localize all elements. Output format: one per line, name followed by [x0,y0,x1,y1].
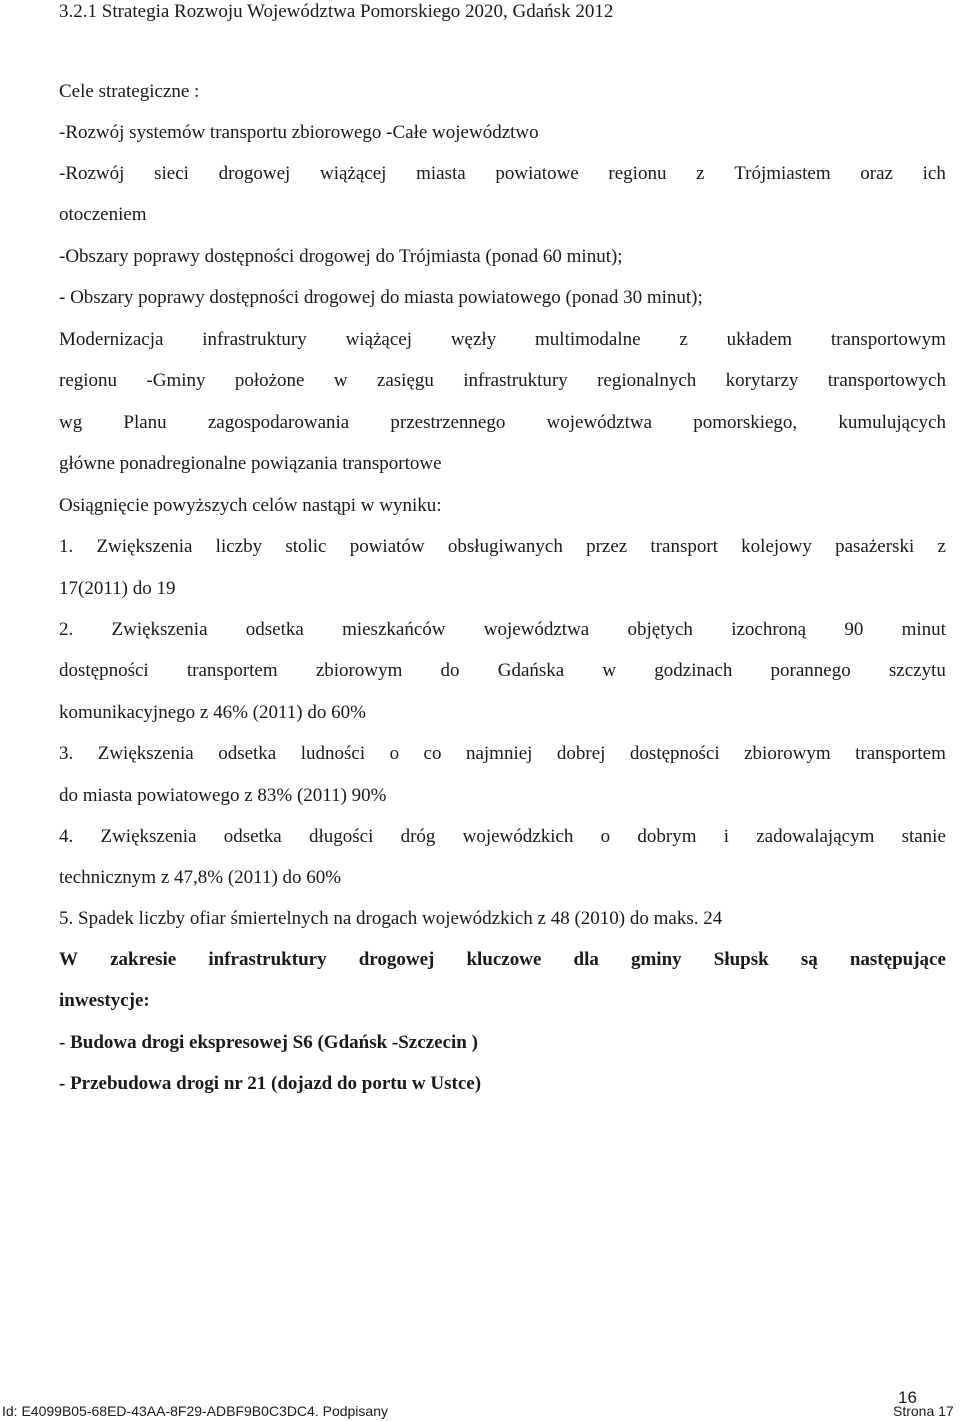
text-line: - Obszary poprawy dostępności drogowej do miasta powiatowego (ponad 30 minut); [59,287,703,308]
word: następujące [849,949,946,970]
word: transport [650,536,718,557]
word: dobrej [556,743,606,764]
word: województwa [483,619,590,640]
word: Zwiększenia [97,743,194,764]
text-line [59,618,946,642]
word: Zwiększenia [100,826,197,847]
word: z [679,329,688,350]
word: wg [59,412,83,433]
word: regionu [59,370,118,391]
text-line [59,535,946,559]
text-line-bold: inwestycje: [59,990,150,1011]
word: zbiorowym [744,743,831,764]
word: regionalnych [597,370,697,391]
word: dla [573,949,599,970]
word: zagospodarowania [207,412,350,433]
word: zasięgu [376,370,434,391]
word: i [723,826,729,847]
word: Zwiększenia [111,619,208,640]
word: objętych [627,619,693,640]
word: Zwiększenia [96,536,193,557]
word: długości [308,826,374,847]
word: odsetka [245,619,304,640]
word: infrastruktury [202,329,307,350]
word: 90 [844,619,864,640]
word: ludności [300,743,366,764]
word: oraz [860,163,893,184]
text-line: 5. Spadek liczby ofiar śmiertelnych na drogach wojewódzkich z 48 (2010) do maks. 24 [59,908,723,929]
word: Trójmiastem [734,163,831,184]
word: infrastruktury [463,370,568,391]
word: wiążącej [345,329,413,350]
word: kolejowy [741,536,812,557]
word: do [440,660,460,681]
word: Gdańska [497,660,565,681]
word: infrastruktury [208,949,327,970]
word: o [600,826,611,847]
word: wojewódzkich [462,826,574,847]
word: kumulujących [838,412,946,433]
text-line: komunikacyjnego z 46% (2011) do 60% [59,702,366,723]
word: liczby [215,536,263,557]
word: 3. [59,743,74,764]
footer-page-label: Strona 17 [893,1403,954,1419]
word: z [937,536,946,557]
word: -Rozwój [59,163,125,184]
word: transportowym [830,329,946,350]
word: stolic [285,536,327,557]
word: wiążącej [320,163,387,184]
word: stanie [901,826,946,847]
word: ich [922,163,946,184]
word: dróg [400,826,436,847]
word: Planu [123,412,167,433]
word: multimodalne [535,329,641,350]
word: godzinach [654,660,733,681]
word: miasta [416,163,466,184]
text-line: 17(2011) do 19 [59,578,176,599]
word: drogowej [218,163,291,184]
text-line-bold: - Przebudowa drogi nr 21 (dojazd do portu w Ustce) [59,1073,482,1094]
text-line: -Obszary poprawy dostępności drogowej do Trójmiasta (ponad 60 minut); [59,246,623,267]
word: dobrym [637,826,697,847]
text-line: do miasta powiatowego z 83% (2011) 90% [59,785,387,806]
word: Modernizacja [59,329,164,350]
word: Słupsk [713,949,769,970]
word: najmniej [465,743,533,764]
word: położone [234,370,305,391]
word: transportem [855,743,946,764]
word: powiatów [349,536,425,557]
word: układem [726,329,793,350]
word: W [59,949,78,970]
text-line: główne ponadregionalne powiązania transportowe [59,453,442,474]
word: sieci [154,163,189,184]
word: dostępności [59,660,149,681]
word: gminy [630,949,682,970]
word: transportem [186,660,278,681]
text-line [59,411,946,435]
footer-document-id: Id: E4099B05-68ED-43AA-8F29-ADBF9B0C3DC4. Podpisany [2,1403,388,1419]
word: 1. [59,536,74,557]
word: kluczowe [466,949,542,970]
word: izochroną [731,619,807,640]
text-line: technicznym z 47,8% (2011) do 60% [59,867,342,888]
word: 4. [59,826,74,847]
word: pomorskiego, [693,412,798,433]
text-line [59,369,946,393]
text-line [59,162,946,186]
word: w [602,660,617,681]
word: z [696,163,705,184]
word: korytarzy [725,370,799,391]
word: w [333,370,348,391]
word: drogowej [358,949,435,970]
word: -Gminy [146,370,206,391]
word: województwa [546,412,653,433]
word: są [800,949,818,970]
word: zakresie [110,949,177,970]
word: przez [586,536,628,557]
word: przestrzennego [390,412,506,433]
footer-page-number: 16 [898,1388,917,1407]
text-line-bold [59,948,946,972]
text-line: Osiągnięcie powyższych celów nastąpi w wyniku: [59,495,442,516]
word: mieszkańców [342,619,446,640]
text-line [59,328,946,352]
word: szczytu [888,660,946,681]
section-heading: 3.2.1 Strategia Rozwoju Województwa Pomorskiego 2020, Gdańsk 2012 [59,1,614,22]
word: odsetka [223,826,282,847]
text-line: -Rozwój systemów transportu zbiorowego -Całe województwo [59,122,539,143]
word: odsetka [218,743,277,764]
word: minut [901,619,946,640]
text-line [59,742,946,766]
word: transportowych [827,370,946,391]
word: dostępności [629,743,720,764]
text-line: Cele strategiczne : [59,81,200,102]
word: zbiorowym [315,660,403,681]
word: regionu [608,163,667,184]
word: zadowalającym [756,826,875,847]
word: węzły [450,329,497,350]
text-line [59,659,946,683]
text-line [59,825,946,849]
word: powiatowe [495,163,579,184]
text-line: otoczeniem [59,204,147,225]
word: obsługiwanych [447,536,563,557]
text-line-bold: - Budowa drogi ekspresowej S6 (Gdańsk -Szczecin ) [59,1032,478,1053]
word: co [423,743,442,764]
word: 2. [59,619,74,640]
word: porannego [770,660,851,681]
word: o [389,743,400,764]
word: pasażerski [835,536,915,557]
